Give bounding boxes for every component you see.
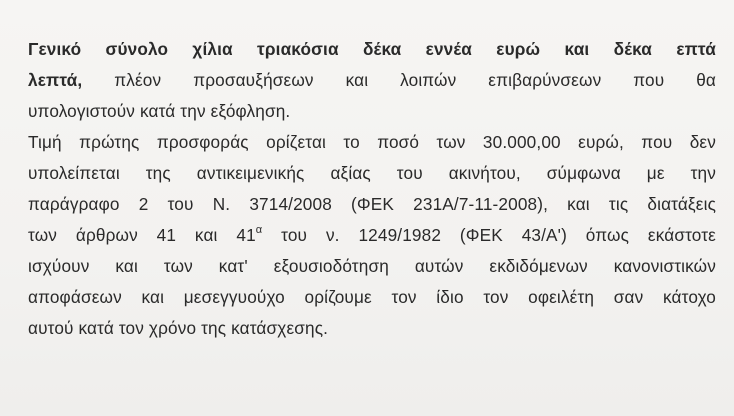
text-span: των άρθρων 41 και 41: [28, 225, 256, 245]
text-line: υπολογιστούν κατά την εξόφληση.: [28, 101, 291, 121]
text-line: παράγραφο 2 του Ν. 3714/2008 (ΦΕΚ 231Α/7-11-2008), και τις διατάξεις: [28, 194, 716, 214]
text-line: Τιμή πρώτης προσφοράς ορίζεται το ποσό των 30.000,00 ευρώ, που δεν: [28, 132, 716, 152]
superscript: α: [255, 224, 263, 237]
paragraph-total-amount: [28, 34, 716, 127]
text-line: Γενικό σύνολο χίλια τριακόσια δέκα εννέα ευρώ και δέκα επτά: [28, 39, 716, 59]
text-span: του ν. 1249/1982 (ΦΕΚ 43/Α') όπως εκάστοτε: [262, 225, 716, 245]
text-line: ισχύουν και των κατ' εξουσιοδότηση αυτών εκδιδόμενων κανονιστικών: [28, 256, 716, 276]
paragraph-first-offer: [28, 127, 716, 344]
bold-text: λεπτά,: [28, 70, 83, 90]
text-line: αποφάσεων και μεσεγγυούχο ορίζουμε τον ίδιο τον οφειλέτη σαν κάτοχο: [28, 287, 716, 307]
text-line: υπολείπεται της αντικειμενικής αξίας του ακινήτου, σύμφωνα με την: [28, 163, 716, 183]
text-line: αυτού κατά τον χρόνο της κατάσχεσης.: [28, 318, 329, 338]
text-span: πλέον προσαυξήσεων και λοιπών επιβαρύνσεων που θα: [82, 70, 716, 90]
text-line: [28, 220, 716, 251]
text-line: [28, 65, 716, 96]
document-body: [28, 34, 716, 344]
